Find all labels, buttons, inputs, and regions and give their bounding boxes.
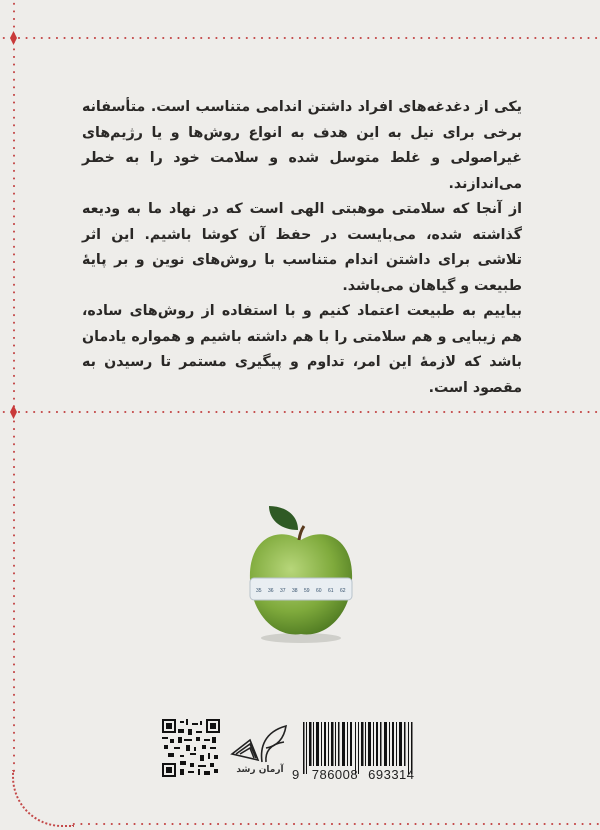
blurb-paragraph-3: بیاییم به طبیعت اعتماد کنیم و با استفاده از روش‌های ساده، هم زیبایی و هم سلامتی را با هم داشته باشیم و همواره یادمان باشد که لازمهٔ این امر، تداوم و پیگیری مستمر تا رسیدن به مقصود است. [82,303,522,396]
svg-text:60: 60 [316,588,322,594]
svg-text:59: 59 [304,588,310,594]
bottom-curved-border [12,770,74,827]
publisher-name: آرمان رشد [236,765,284,775]
bottom-dotted-border [70,823,600,825]
top-dotted-divider [0,37,600,39]
isbn-prefix: 9 [292,767,300,782]
qr-code[interactable] [162,719,220,777]
isbn-number [292,767,415,782]
svg-text:35: 35 [256,588,262,594]
blurb-paragraph-1: یکی از دغدغه‌های افراد داشتن اندامی متناسب است. متأسفانه برخی برای نیل به این هدف به انواع روش‌ها و یا رژیم‌های غیراصولی و غلط متوسل شده و سلامت خود را به خطر می‌اندازند. [82,99,522,192]
svg-text:62: 62 [340,588,346,594]
svg-text:61: 61 [328,588,334,594]
back-cover-blurb [82,95,522,401]
blurb-paragraph-2: از آنجا که سلامتی موهبتی الهی است که در نهاد ما به ودیعه گذاشته شده، می‌بایست در حفظ آن کوشا باشیم. این اثر تلاشی برای داشتن اندام متناسب با روش‌های نوین و بر پایهٔ طبیعت و گیاهان می‌باشد. [82,201,522,294]
middle-diamond-ornament [10,405,17,419]
top-diamond-ornament [10,31,17,45]
isbn-group-1: 786008 [311,767,359,782]
left-dotted-border [13,0,15,772]
svg-text:36: 36 [268,588,274,594]
middle-dotted-divider [0,411,600,413]
isbn-group-2: 693314 [368,767,415,782]
svg-text:38: 38 [292,588,298,594]
svg-text:37: 37 [280,588,286,594]
apple-measuring-tape-illustration [236,500,366,650]
